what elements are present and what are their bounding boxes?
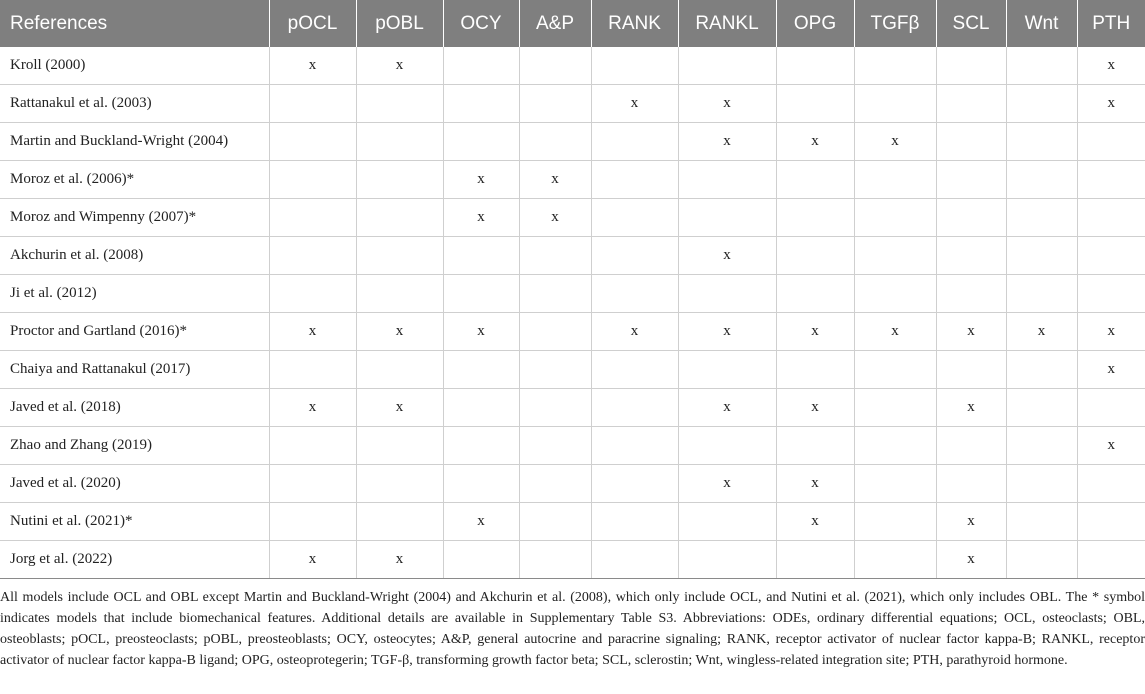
table-body <box>0 47 1145 579</box>
table-row <box>0 465 1145 503</box>
column-header: RANK <box>591 0 678 47</box>
table-row <box>0 427 1145 465</box>
feature-mark-cell: x <box>591 85 678 123</box>
feature-mark-cell <box>443 47 519 85</box>
column-header-references: References <box>0 0 269 47</box>
feature-mark-cell <box>936 275 1006 313</box>
feature-mark-cell <box>854 47 936 85</box>
feature-mark-cell: x <box>936 313 1006 351</box>
feature-mark-cell: x <box>519 161 591 199</box>
feature-mark-cell <box>678 351 776 389</box>
feature-mark-cell <box>591 47 678 85</box>
feature-mark-cell <box>591 123 678 161</box>
feature-mark-cell <box>854 85 936 123</box>
feature-mark-cell: x <box>443 503 519 541</box>
feature-mark-cell <box>1077 123 1145 161</box>
feature-mark-cell: x <box>936 541 1006 579</box>
feature-mark-cell <box>591 161 678 199</box>
reference-cell: Javed et al. (2020) <box>0 465 269 503</box>
feature-mark-cell <box>519 427 591 465</box>
feature-mark-cell: x <box>1077 85 1145 123</box>
feature-mark-cell <box>519 351 591 389</box>
feature-mark-cell: x <box>356 389 443 427</box>
feature-mark-cell <box>776 275 854 313</box>
feature-mark-cell <box>854 389 936 427</box>
feature-mark-cell: x <box>854 313 936 351</box>
feature-mark-cell <box>776 541 854 579</box>
feature-mark-cell <box>1077 503 1145 541</box>
feature-mark-cell <box>936 85 1006 123</box>
feature-mark-cell <box>776 199 854 237</box>
feature-mark-cell <box>591 275 678 313</box>
feature-mark-cell <box>1006 389 1077 427</box>
feature-mark-cell <box>591 237 678 275</box>
feature-mark-cell <box>519 465 591 503</box>
feature-mark-cell: x <box>678 123 776 161</box>
feature-mark-cell <box>519 123 591 161</box>
feature-mark-cell <box>356 275 443 313</box>
feature-mark-cell: x <box>678 237 776 275</box>
feature-mark-cell <box>591 465 678 503</box>
feature-mark-cell <box>269 503 356 541</box>
reference-cell: Jorg et al. (2022) <box>0 541 269 579</box>
table-row <box>0 47 1145 85</box>
feature-mark-cell: x <box>776 503 854 541</box>
feature-mark-cell <box>356 237 443 275</box>
table-row <box>0 503 1145 541</box>
feature-mark-cell: x <box>1077 351 1145 389</box>
feature-mark-cell <box>443 85 519 123</box>
feature-mark-cell <box>591 503 678 541</box>
feature-mark-cell <box>269 199 356 237</box>
feature-mark-cell <box>936 161 1006 199</box>
feature-mark-cell <box>854 275 936 313</box>
table-row <box>0 389 1145 427</box>
table-row <box>0 199 1145 237</box>
feature-mark-cell: x <box>443 313 519 351</box>
feature-mark-cell <box>591 199 678 237</box>
feature-mark-cell: x <box>443 161 519 199</box>
feature-mark-cell <box>678 541 776 579</box>
feature-mark-cell <box>678 47 776 85</box>
feature-mark-cell: x <box>269 313 356 351</box>
reference-cell: Moroz et al. (2006)* <box>0 161 269 199</box>
feature-mark-cell <box>776 427 854 465</box>
feature-mark-cell <box>356 465 443 503</box>
feature-mark-cell: x <box>356 47 443 85</box>
feature-mark-cell <box>854 199 936 237</box>
feature-mark-cell <box>443 465 519 503</box>
feature-mark-cell: x <box>936 503 1006 541</box>
feature-mark-cell <box>443 237 519 275</box>
feature-mark-cell <box>776 47 854 85</box>
feature-mark-cell <box>443 351 519 389</box>
feature-mark-cell <box>1006 275 1077 313</box>
feature-mark-cell: x <box>678 389 776 427</box>
feature-mark-cell: x <box>678 85 776 123</box>
feature-mark-cell <box>519 275 591 313</box>
table-row <box>0 237 1145 275</box>
feature-mark-cell: x <box>269 389 356 427</box>
feature-mark-cell <box>776 237 854 275</box>
feature-mark-cell <box>1077 389 1145 427</box>
feature-mark-cell <box>1006 237 1077 275</box>
feature-mark-cell <box>519 313 591 351</box>
feature-mark-cell <box>519 85 591 123</box>
feature-mark-cell <box>1006 541 1077 579</box>
feature-mark-cell <box>678 161 776 199</box>
table-row <box>0 313 1145 351</box>
feature-mark-cell <box>936 123 1006 161</box>
feature-mark-cell <box>1077 161 1145 199</box>
feature-mark-cell <box>1077 237 1145 275</box>
feature-mark-cell <box>936 427 1006 465</box>
column-header: OPG <box>776 0 854 47</box>
feature-mark-cell <box>269 427 356 465</box>
feature-mark-cell <box>519 237 591 275</box>
feature-mark-cell <box>269 465 356 503</box>
feature-mark-cell <box>591 427 678 465</box>
feature-mark-cell: x <box>1077 313 1145 351</box>
column-header: A&P <box>519 0 591 47</box>
feature-mark-cell <box>356 199 443 237</box>
reference-cell: Rattanakul et al. (2003) <box>0 85 269 123</box>
feature-mark-cell <box>519 389 591 427</box>
feature-mark-cell <box>1006 123 1077 161</box>
feature-mark-cell: x <box>519 199 591 237</box>
feature-mark-cell <box>776 351 854 389</box>
feature-mark-cell <box>356 161 443 199</box>
feature-mark-cell <box>678 275 776 313</box>
reference-cell: Akchurin et al. (2008) <box>0 237 269 275</box>
table-row <box>0 351 1145 389</box>
reference-cell: Proctor and Gartland (2016)* <box>0 313 269 351</box>
feature-mark-cell <box>269 351 356 389</box>
feature-mark-cell <box>1077 541 1145 579</box>
feature-mark-cell: x <box>854 123 936 161</box>
feature-mark-cell <box>1006 47 1077 85</box>
feature-mark-cell: x <box>591 313 678 351</box>
feature-mark-cell <box>1006 161 1077 199</box>
feature-mark-cell: x <box>936 389 1006 427</box>
feature-mark-cell <box>443 389 519 427</box>
feature-mark-cell <box>854 237 936 275</box>
feature-mark-cell <box>356 351 443 389</box>
feature-mark-cell: x <box>269 541 356 579</box>
reference-cell: Nutini et al. (2021)* <box>0 503 269 541</box>
feature-mark-cell <box>443 275 519 313</box>
column-header: PTH <box>1077 0 1145 47</box>
reference-cell: Javed et al. (2018) <box>0 389 269 427</box>
feature-mark-cell <box>936 351 1006 389</box>
feature-mark-cell <box>443 541 519 579</box>
feature-mark-cell <box>854 465 936 503</box>
feature-mark-cell <box>356 123 443 161</box>
feature-mark-cell <box>269 161 356 199</box>
table-row <box>0 85 1145 123</box>
feature-mark-cell: x <box>356 313 443 351</box>
feature-mark-cell <box>936 237 1006 275</box>
feature-mark-cell <box>1077 275 1145 313</box>
feature-mark-cell <box>519 541 591 579</box>
column-header: OCY <box>443 0 519 47</box>
feature-mark-cell <box>269 85 356 123</box>
feature-mark-cell <box>678 427 776 465</box>
feature-mark-cell <box>1077 199 1145 237</box>
feature-mark-cell: x <box>776 313 854 351</box>
reference-cell: Chaiya and Rattanakul (2017) <box>0 351 269 389</box>
feature-mark-cell <box>1006 427 1077 465</box>
header-row <box>0 0 1145 47</box>
column-header: SCL <box>936 0 1006 47</box>
feature-mark-cell: x <box>776 465 854 503</box>
column-header: pOBL <box>356 0 443 47</box>
feature-mark-cell <box>356 427 443 465</box>
table-footnote: All models include OCL and OBL except Martin and Buckland-Wright (2004) and Akchurin et al. (2008), which only include OCL, and Nutini et al. (2021), which only includes OBL. The * symbol indicates models that include biomechanical features. Additional details are available in Supplementary Table S3. Abbreviations: ODEs, ordinary differential equations; OCL, osteoclasts; OBL, osteoblasts; pOCL, preosteoclasts; pOBL, preosteoblasts; OCY, osteocytes; A&P, general autocrine and paracrine signaling; RANK, receptor activator of nuclear factor kappa-B; RANKL, receptor activator of nuclear factor kappa-B ligand; OPG, osteoprotegerin; TGF-β, transforming growth factor beta; SCL, sclerostin; Wnt, wingless-related integration site; PTH, parathyroid hormone. <box>0 590 1145 668</box>
feature-mark-cell: x <box>1006 313 1077 351</box>
feature-mark-cell <box>269 237 356 275</box>
column-header: RANKL <box>678 0 776 47</box>
feature-mark-cell <box>269 123 356 161</box>
table-row <box>0 275 1145 313</box>
feature-mark-cell <box>519 503 591 541</box>
feature-mark-cell <box>591 351 678 389</box>
table-row <box>0 541 1145 579</box>
table-row <box>0 161 1145 199</box>
reference-cell: Martin and Buckland-Wright (2004) <box>0 123 269 161</box>
feature-mark-cell <box>1077 465 1145 503</box>
feature-mark-cell <box>591 389 678 427</box>
feature-mark-cell <box>776 85 854 123</box>
feature-mark-cell: x <box>1077 47 1145 85</box>
table-row <box>0 123 1145 161</box>
feature-mark-cell: x <box>776 389 854 427</box>
feature-mark-cell: x <box>356 541 443 579</box>
feature-mark-cell <box>1006 351 1077 389</box>
feature-mark-cell: x <box>776 123 854 161</box>
feature-mark-cell: x <box>443 199 519 237</box>
feature-mark-cell <box>854 351 936 389</box>
feature-mark-cell <box>776 161 854 199</box>
feature-mark-cell <box>519 47 591 85</box>
feature-mark-cell <box>936 199 1006 237</box>
feature-mark-cell: x <box>269 47 356 85</box>
feature-mark-cell <box>356 503 443 541</box>
reference-cell: Moroz and Wimpenny (2007)* <box>0 199 269 237</box>
column-header: TGFβ <box>854 0 936 47</box>
feature-mark-cell: x <box>678 313 776 351</box>
reference-cell: Kroll (2000) <box>0 47 269 85</box>
feature-mark-cell: x <box>1077 427 1145 465</box>
feature-mark-cell <box>854 503 936 541</box>
feature-mark-cell <box>854 161 936 199</box>
feature-mark-cell <box>936 47 1006 85</box>
feature-mark-cell: x <box>678 465 776 503</box>
feature-mark-cell <box>854 541 936 579</box>
feature-mark-cell <box>356 85 443 123</box>
feature-mark-cell <box>1006 465 1077 503</box>
feature-mark-cell <box>678 503 776 541</box>
feature-mark-cell <box>269 275 356 313</box>
column-header: pOCL <box>269 0 356 47</box>
feature-mark-cell <box>678 199 776 237</box>
feature-mark-cell <box>854 427 936 465</box>
table-header <box>0 0 1145 47</box>
feature-mark-cell <box>591 541 678 579</box>
feature-mark-cell <box>443 123 519 161</box>
feature-mark-cell <box>1006 85 1077 123</box>
feature-mark-cell <box>936 465 1006 503</box>
feature-mark-cell <box>1006 503 1077 541</box>
feature-mark-cell <box>1006 199 1077 237</box>
column-header: Wnt <box>1006 0 1077 47</box>
feature-mark-cell <box>443 427 519 465</box>
reference-cell: Ji et al. (2012) <box>0 275 269 313</box>
reference-cell: Zhao and Zhang (2019) <box>0 427 269 465</box>
